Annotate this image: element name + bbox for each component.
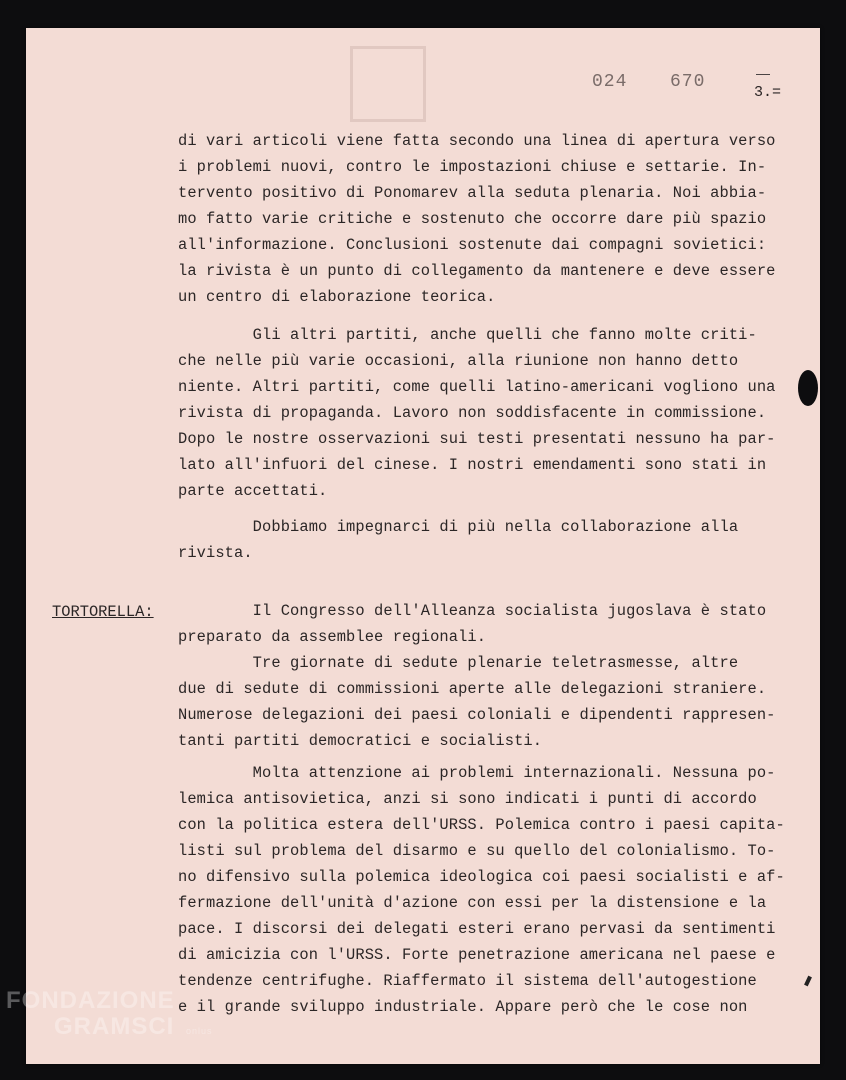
page-number-text: 3.= bbox=[754, 84, 782, 101]
text-line: Dopo le nostre osservazioni sui testi presentati nessuno ha par- bbox=[178, 430, 776, 448]
logo-line-2-text: GRAMSCI bbox=[54, 1013, 175, 1040]
text-line: e il grande sviluppo industriale. Appare però che le cose non bbox=[178, 998, 748, 1016]
text-line: tervento positivo di Ponomarev alla seduta plenaria. Noi abbia- bbox=[178, 184, 767, 202]
text-line: di amicizia con l'URSS. Forte penetrazione americana nel paese e bbox=[178, 946, 776, 964]
ink-mark bbox=[804, 976, 812, 987]
text-line: lemica antisovietica, anzi si sono indicati i punti di accordo bbox=[178, 790, 757, 808]
text-line: tanti partiti democratici e socialisti. bbox=[178, 732, 543, 750]
speaker-label: TORTORELLA: bbox=[52, 603, 154, 621]
text-line: fermazione dell'unità d'azione con essi per la distensione e la bbox=[178, 894, 767, 912]
archive-stamp-number-a: 024 bbox=[592, 72, 628, 92]
fondazione-gramsci-logo bbox=[6, 988, 213, 1044]
text-line: Dobbiamo impegnarci di più nella collaborazione alla bbox=[178, 518, 739, 536]
text-line: preparato da assemblee regionali. bbox=[178, 628, 487, 646]
text-line: no difensivo sulla polemica ideologica coi paesi socialisti e af- bbox=[178, 868, 785, 886]
text-line: la rivista è un punto di collegamento da mantenere e deve essere bbox=[178, 262, 776, 280]
text-line: rivista. bbox=[178, 544, 253, 562]
text-line: tendenze centrifughe. Riaffermato il sistema dell'autogestione bbox=[178, 972, 757, 990]
text-line: due di sedute di commissioni aperte alle delegazioni straniere. bbox=[178, 680, 767, 698]
text-line: un centro di elaborazione teorica. bbox=[178, 288, 496, 306]
text-line: mo fatto varie critiche e sostenuto che occorre dare più spazio bbox=[178, 210, 767, 228]
archive-stamp-number-b: 670 bbox=[670, 72, 706, 92]
text-line: niente. Altri partiti, come quelli latino-americani vogliono una bbox=[178, 378, 776, 396]
text-line: Numerose delegazioni dei paesi coloniali e dipendenti rappresen- bbox=[178, 706, 776, 724]
text-line: che nelle più varie occasioni, alla riunione non hanno detto bbox=[178, 352, 739, 370]
text-line: rivista di propaganda. Lavoro non soddisfacente in commissione. bbox=[178, 404, 767, 422]
page-number-tick bbox=[756, 74, 770, 75]
text-line: Tre giornate di sedute plenarie teletrasmesse, altre bbox=[178, 654, 739, 672]
text-line: lato all'infuori del cinese. I nostri emendamenti sono stati in bbox=[178, 456, 767, 474]
text-line: all'informazione. Conclusioni sostenute dai compagni sovietici: bbox=[178, 236, 767, 254]
logo-line-2 bbox=[54, 1014, 213, 1044]
text-line: pace. I discorsi dei delegati esteri erano pervasi da sentimenti bbox=[178, 920, 776, 938]
text-line: parte accettati. bbox=[178, 482, 328, 500]
text-line: Il Congresso dell'Alleanza socialista jugoslava è stato bbox=[178, 602, 767, 620]
page-number bbox=[754, 84, 781, 101]
watermark bbox=[350, 46, 426, 122]
text-line: con la politica estera dell'URSS. Polemica contro i paesi capita- bbox=[178, 816, 785, 834]
logo-small-text: onlus bbox=[186, 1026, 213, 1036]
page-tear bbox=[798, 370, 818, 406]
text-line: Gli altri partiti, anche quelli che fanno molte criti- bbox=[178, 326, 757, 344]
text-line: di vari articoli viene fatta secondo una linea di apertura verso bbox=[178, 132, 776, 150]
text-line: listi sul problema del disarmo e su quello del colonialismo. To- bbox=[178, 842, 776, 860]
logo-line-1: FONDAZIONE bbox=[6, 987, 175, 1014]
text-line: Molta attenzione ai problemi internazionali. Nessuna po- bbox=[178, 764, 776, 782]
text-line: i problemi nuovi, contro le impostazioni chiuse e settarie. In- bbox=[178, 158, 767, 176]
document-page bbox=[26, 28, 820, 1064]
